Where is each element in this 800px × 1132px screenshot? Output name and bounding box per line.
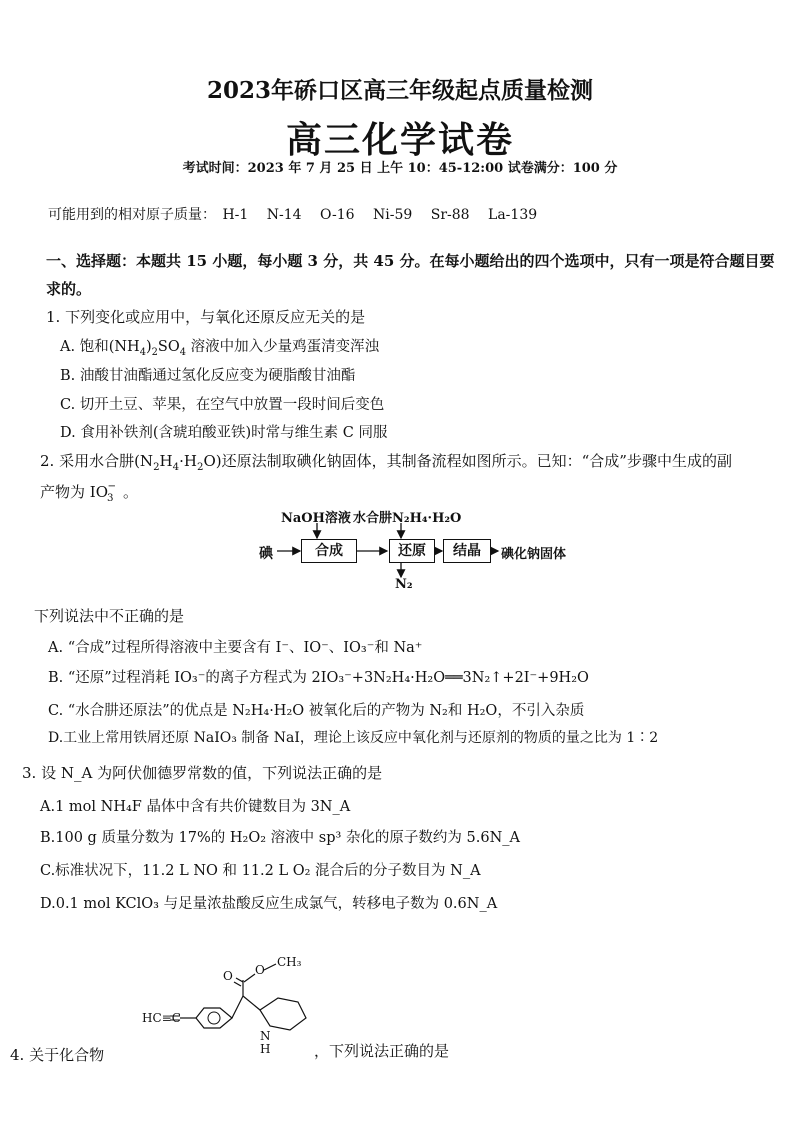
q2-option-d: D.工业上常用铁屑还原 NaIO₃ 制备 NaI，理论上该反应中氧化剂与还原剂的物质的量之比为 1∶2: [48, 730, 659, 746]
q2-stem-part2: O)还原法制取碘化钠固体，其制备流程如图所示。已知：“合成”步骤中生成的副: [203, 452, 732, 470]
atomic-mass-item: Sr-88: [430, 207, 470, 223]
q2-stem: 2. 采用水合肼$(N_2H_4\cdot H_2O)$还原法制取碘化钠固体，其制备流程如图所示。已知：“合成”步骤中生成的副: [40, 452, 732, 473]
q2-option-a: A. “合成”过程所得溶液中主要含有 I⁻、IO⁻、IO₃⁻和 Na⁺: [48, 640, 423, 656]
q2-byproduct: 产物为 IO: [40, 483, 108, 501]
flow-gas-n2: N₂: [395, 577, 413, 592]
flow-reagent-hydrazine: 水合肼N₂H₄·H₂O: [353, 511, 462, 526]
flow-output-nai: 碘化钠固体: [501, 547, 567, 562]
q3-stem: 3. 设 N_A 为阿伏伽德罗常数的值，下列说法正确的是: [22, 764, 383, 782]
q3-option-b: B.100 g 质量分数为 17%的 H₂O₂ 溶液中 sp³ 杂化的原子数约为 5.6N_A: [40, 830, 520, 846]
carbonyl-oxygen: O: [223, 969, 233, 983]
q4-stem-prefix: 4. 关于化合物: [10, 1046, 105, 1064]
q1-option-a-suffix: 溶液中加入少量鸡蛋清变浑浊: [190, 339, 380, 355]
compound-structure-svg: [140, 952, 340, 1062]
q2-stem-line2: 产物为 $IO_3^-$ 。: [40, 481, 139, 504]
q4-stem-suffix: ，下列说法正确的是: [314, 1042, 450, 1060]
atomic-mass-item: La-139: [488, 207, 538, 223]
ring-nitrogen: N: [260, 1029, 271, 1043]
q1-option-c: C. 切开土豆、苹果，在空气中放置一段时间后变色: [60, 397, 385, 413]
q2-prompt: 下列说法中不正确的是: [34, 607, 185, 625]
methyl-group: CH₃: [277, 955, 302, 969]
alkyne-group: HC≡C: [142, 1011, 181, 1025]
ester-oxygen: O: [255, 963, 265, 977]
paper-subtitle: 高三化学试卷: [285, 119, 514, 161]
atomic-mass-item: O-16: [320, 207, 355, 223]
flow-step-reduction: 还原: [389, 539, 435, 563]
q3-option-d: D.0.1 mol KClO₃ 与足量浓盐酸反应生成氯气，转移电子数为 0.6N_A: [40, 896, 498, 912]
exam-info: 考试时间：2023 年 7 月 25 日 上午 10：45-12:00 试卷满分：100 分: [182, 161, 618, 176]
ring-nh-hydrogen: H: [260, 1042, 271, 1056]
atomic-mass-item: H-1: [222, 207, 249, 223]
atomic-masses: [48, 204, 551, 224]
q3-option-c: C.标准状况下，11.2 L NO 和 11.2 L O₂ 混合后的分子数目为 N_A: [40, 863, 481, 879]
compound-structure: [140, 952, 340, 1062]
q1-option-a-prefix: A. 饱和(NH: [60, 339, 140, 355]
atomic-mass-item: Ni-59: [373, 207, 413, 223]
q1-stem: 1. 下列变化或应用中，与氧化还原反应无关的是: [46, 308, 366, 326]
q1-option-b: B. 油酸甘油酯通过氢化反应变为硬脂酸甘油酯: [60, 368, 356, 384]
q1-option-a: A. 饱和$(NH_4)_2SO_4$ 溶液中加入少量鸡蛋清变浑浊: [60, 339, 380, 358]
exam-title: 2023年硚口区高三年级起点质量检测: [206, 77, 593, 104]
flow-step-crystallization: 结晶: [443, 539, 491, 563]
atomic-mass-item: N-14: [266, 207, 302, 223]
q1-option-d: D. 食用补铁剂(含琥珀酸亚铁)时常与维生素 C 同服: [60, 425, 388, 441]
q2-stem-part1: 2. 采用水合肼(N: [40, 452, 154, 470]
q3-option-a: A.1 mol NH₄F 晶体中含有共价键数目为 3N_A: [40, 799, 351, 815]
q2-option-c: C. “水合肼还原法”的优点是 N₂H₄·H₂O 被氧化后的产物为 N₂和 H₂O，不引入杂质: [48, 703, 585, 719]
flow-input-iodine: 碘: [259, 546, 273, 562]
process-flowchart: [255, 505, 575, 595]
q2-option-b: B. “还原”过程消耗 IO₃⁻的离子方程式为 2IO₃⁻+3N₂H₄·H₂O══3N₂↑+2I⁻+9H₂O: [48, 670, 589, 686]
flow-step-synthesis: 合成: [301, 539, 357, 563]
flow-reagent-naoh: NaOH溶液: [281, 511, 351, 526]
atomic-masses-label: 可能用到的相对原子质量：: [48, 207, 216, 223]
section-instructions: 一、选择题：本题共 15 小题，每小题 3 分，共 45 分。在每小题给出的四个选项中，只有一项是符合题目要求的。: [46, 252, 775, 298]
